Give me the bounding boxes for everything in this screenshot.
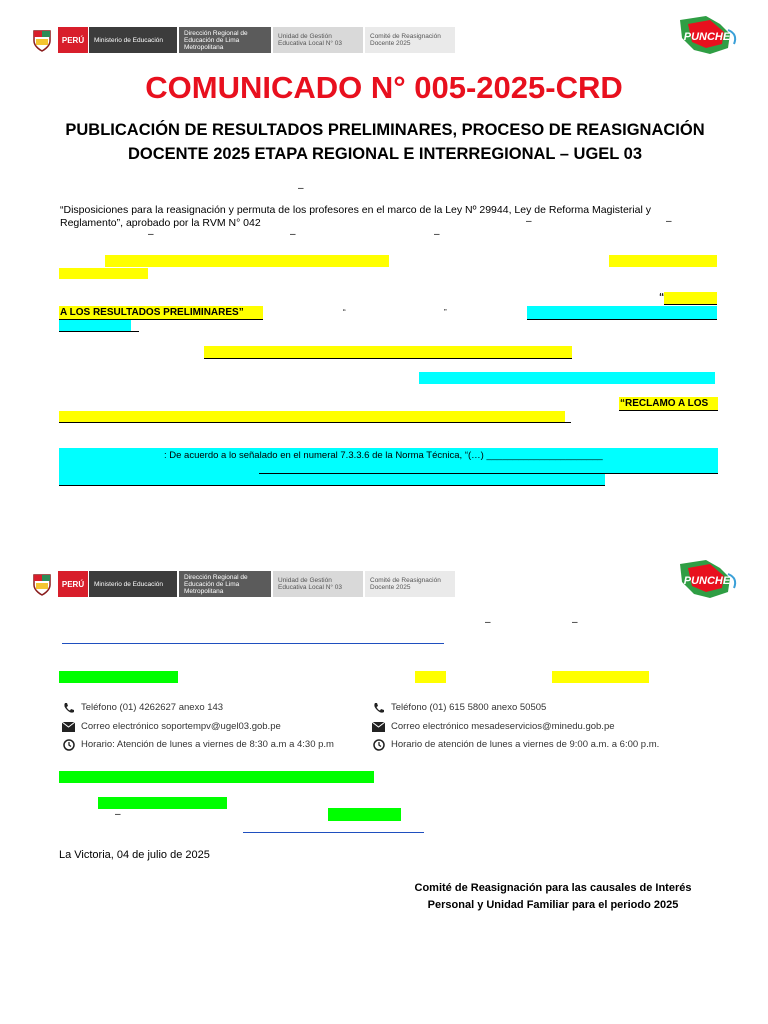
dash-mark: –	[298, 183, 304, 194]
link-underline[interactable]	[62, 643, 444, 644]
clock-icon	[62, 738, 75, 751]
quote-mark: “	[659, 291, 665, 303]
link-underline[interactable]	[243, 832, 424, 833]
highlight-yellow	[204, 346, 572, 358]
quote-mark: “	[343, 308, 346, 317]
contact-text: Teléfono (01) 4262627 anexo 143	[81, 702, 224, 713]
coat-of-arms-icon	[30, 571, 54, 597]
institutional-header	[30, 27, 455, 53]
highlight-cyan	[419, 372, 715, 384]
peru-label: PERÚ	[58, 27, 88, 53]
ponle-punche-logo	[670, 14, 744, 58]
contact-text: Horario: Atención de lunes a viernes de 8:30 a.m a 4:30 p.m	[81, 739, 334, 750]
norma-text: : De acuerdo a lo señalado en el numeral 7.3.3.6 de la Norma Técnica, “(…) ______________________	[164, 450, 603, 461]
underline	[619, 410, 718, 411]
ugel-label: Unidad de Gestión Educativa Local N° 03	[273, 571, 363, 597]
dash-mark: –	[666, 216, 672, 227]
committee-label: Comité de Reasignación Docente 2025	[365, 571, 455, 597]
subtitle-line-1: PUBLICACIÓN DE RESULTADOS PRELIMINARES, PROCESO DE REASIGNACIÓN	[65, 121, 705, 139]
mail-icon	[372, 720, 385, 733]
highlight-cyan	[59, 320, 131, 331]
underline	[59, 331, 139, 332]
ministry-label: Ministerio de Educación	[89, 27, 177, 53]
dash-mark: –	[572, 617, 578, 628]
quote-mark: ”	[444, 308, 447, 317]
highlight-green	[328, 808, 401, 821]
ugel-label: Unidad de Gestión Educativa Local N° 03	[273, 27, 363, 53]
paragraph-1-line-1: “Disposiciones para la reasignación y permuta de los profesores en el marco de la Ley Nº 29944, Ley de Reforma Magisterial y	[60, 204, 651, 216]
underline	[664, 304, 717, 305]
highlight-yellow	[609, 255, 717, 267]
underline	[527, 319, 717, 320]
coat-of-arms-icon	[30, 27, 54, 53]
dash-mark: –	[148, 229, 154, 240]
signature-line-2: Personal y Unidad Familiar para el periodo 2025	[427, 899, 679, 911]
contact-text: Correo electrónico mesadeservicios@minedu.gob.pe	[391, 721, 615, 732]
committee-label: Comité de Reasignación Docente 2025	[365, 27, 455, 53]
dash-mark: –	[485, 617, 491, 628]
contact-text: Correo electrónico soportempv@ugel03.gob.pe	[81, 721, 281, 732]
contact-mail-left	[62, 720, 281, 733]
ponle-punche-logo	[670, 558, 744, 602]
ministry-label: Ministerio de Educación	[89, 571, 177, 597]
highlight-green	[98, 797, 227, 809]
results-label: A LOS RESULTADOS PRELIMINARES”	[60, 307, 244, 318]
reclamo-label: “RECLAMO A LOS	[620, 398, 709, 409]
underline	[204, 358, 572, 359]
contact-hours-left	[62, 738, 334, 751]
underline	[59, 485, 605, 486]
contact-phone-right	[372, 701, 546, 714]
drelm-label: Dirección Regional de Educación de Lima Metropolitana	[179, 571, 271, 597]
contact-mail-right	[372, 720, 615, 733]
phone-icon	[62, 701, 75, 714]
drelm-label: Dirección Regional de Educación de Lima Metropolitana	[179, 27, 271, 53]
highlight-yellow	[552, 671, 649, 683]
highlight-yellow	[59, 411, 565, 422]
highlight-yellow	[664, 292, 717, 304]
signature-block	[400, 880, 706, 914]
dash-mark: –	[290, 229, 296, 240]
phone-icon	[372, 701, 385, 714]
dash-mark: –	[434, 229, 440, 240]
page-title: COMUNICADO N° 005-2025-CRD	[145, 70, 623, 105]
svg-text:PUNCHE: PUNCHE	[683, 31, 731, 43]
place-date: La Victoria, 04 de julio de 2025	[59, 849, 210, 861]
signature-line-1: Comité de Reasignación para las causales de Interés	[414, 882, 692, 894]
underline	[59, 422, 571, 423]
page-subtitle	[60, 118, 710, 166]
highlight-yellow	[415, 671, 446, 683]
paragraph-1-line-2: Reglamento”, aprobado por la RVM N° 042	[60, 217, 261, 229]
contact-text: Teléfono (01) 615 5800 anexo 50505	[391, 702, 547, 713]
clock-icon	[372, 738, 385, 751]
highlight-yellow	[105, 255, 389, 267]
highlight-green	[59, 671, 178, 683]
contact-hours-right	[372, 738, 659, 751]
contact-phone-left	[62, 701, 223, 714]
institutional-header-page-2	[30, 571, 455, 597]
highlight-cyan	[59, 474, 605, 485]
dash-mark: –	[526, 216, 532, 227]
subtitle-line-2: DOCENTE 2025 ETAPA REGIONAL E INTERREGIONAL – UGEL 03	[127, 145, 643, 163]
peru-label: PERÚ	[58, 571, 88, 597]
mail-icon	[62, 720, 75, 733]
highlight-green	[59, 771, 374, 783]
paragraph-1	[60, 204, 720, 230]
contact-text: Horario de atención de lunes a viernes de 9:00 a.m. a 6:00 p.m.	[391, 739, 660, 750]
highlight-cyan	[527, 306, 717, 319]
svg-text:PUNCHE: PUNCHE	[683, 575, 731, 587]
highlight-yellow	[59, 268, 148, 279]
dash-mark: –	[115, 809, 121, 820]
